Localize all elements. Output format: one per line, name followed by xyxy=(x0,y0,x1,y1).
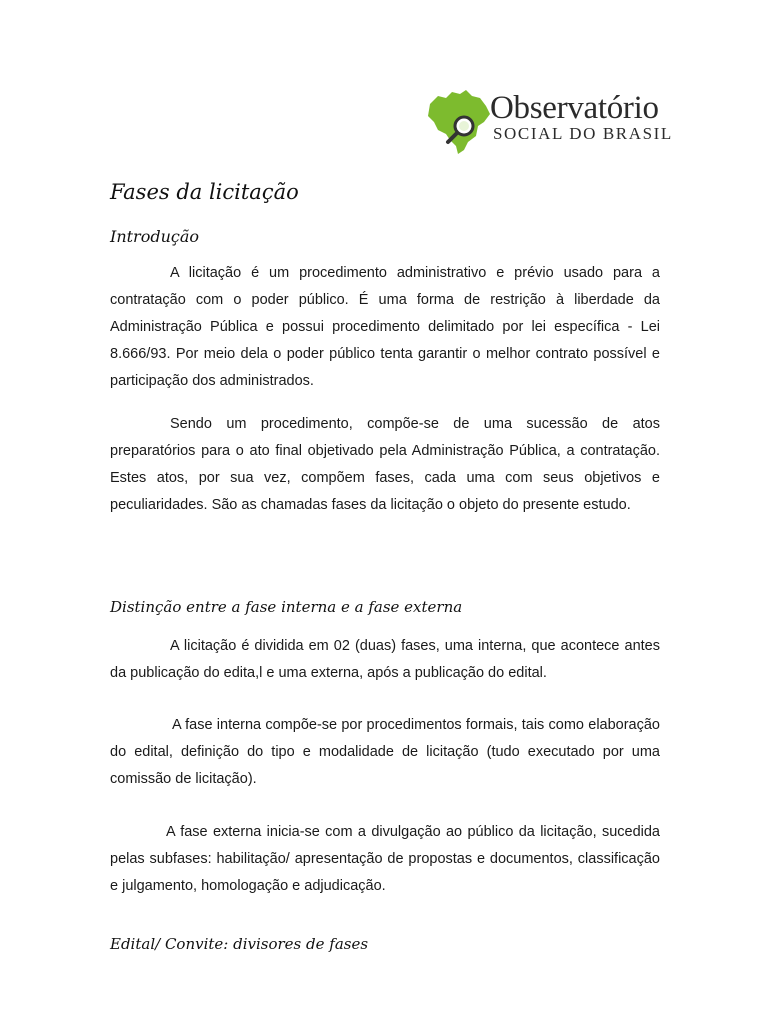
paragraph: A fase interna compõe-se por procedimentos formais, tais como elaboração do edital, definição do tipo e modalidade de licitação (tudo executado por uma comissão de licitação). xyxy=(110,717,660,787)
paragraph: Sendo um procedimento, compõe-se de uma sucessão de atos preparatórios para o ato final objetivado pela Administração Pública, a contratação. Estes atos, por sua vez, compõem fases, cada uma com seus objetivos e peculiaridades. São as chamadas fases da licitação o objeto do presente estudo. xyxy=(110,416,660,513)
section-heading-edital: Edital/ Convite: divisores de fases xyxy=(110,935,369,953)
paragraph: A licitação é um procedimento administrativo e prévio usado para a contratação com o poder público. É uma forma de restrição à liberdade da Administração Pública e possui procedimento delimitado por lei específica - Lei 8.666/93. Por meio dela o poder público tenta garantir o melhor contrato possível e participação dos administrados. xyxy=(110,265,660,389)
logo-title: Observatório xyxy=(490,90,659,126)
document-title: Fases da licitação xyxy=(110,180,299,204)
section-heading-introducao: Introdução xyxy=(110,227,200,246)
paragraph: A fase externa inicia-se com a divulgação ao público da licitação, sucedida pelas subfases: habilitação/ apresentação de propostas e documentos, classificação e julgamento, homologação e adjudicação. xyxy=(110,824,660,894)
section-heading-distincao: Distinção entre a fase interna e a fase externa xyxy=(110,598,463,616)
observatorio-logo xyxy=(424,86,673,158)
logo-subtitle: SOCIAL DO BRASIL xyxy=(493,124,673,143)
brazil-map-magnifier-icon xyxy=(424,86,492,156)
paragraph: A licitação é dividida em 02 (duas) fases, uma interna, que acontece antes da publicação do edita,l e uma externa, após a publicação do edital. xyxy=(110,638,660,681)
